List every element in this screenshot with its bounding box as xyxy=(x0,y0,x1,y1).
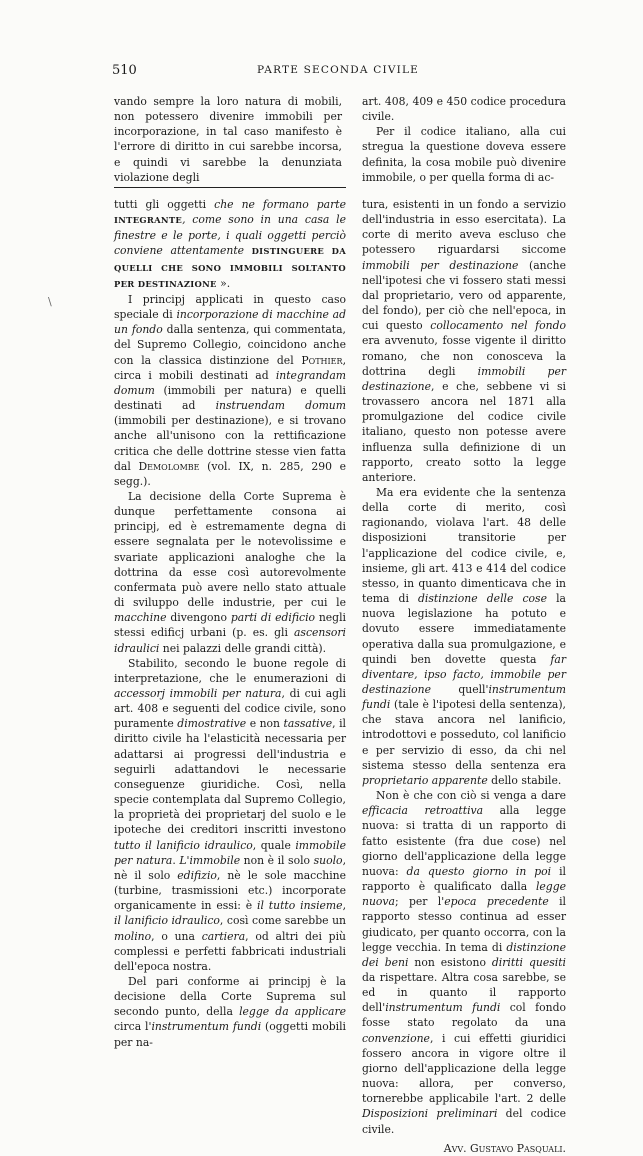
page-number: 510 xyxy=(112,63,137,78)
top-right-text-1: art. 408, 409 e 450 codice procedura civile. xyxy=(362,95,566,124)
right-paragraph-2: Ma era evidente che la sentenza della corte di merito, così ragionando, violava l'art. 48 delle disposizioni transitorie per l'applicazione del codice civile, e, insieme, gli art. 413 e 414 del codice stesso, in quanto dimenticava che in tema di distinzione delle cose la nuova legislazione ha potuto e dovuto essere immediatamente operativa dalla sua promulgazione, e quindi ben dovette questa far diventare, ipso facto, immobile per destinazione quell'instrumentum fundi (tale è l'ipotesi della sentenza), che stava ancora nel lanificio, introdottovi e posseduto, col lanificio e per servizio di esso, da chi nel sistema stesso della sentenza era proprietario apparente dello stabile. xyxy=(362,485,566,787)
top-left-text: vando sempre la loro natura di mobili, non potessero divenire immobili per incorporazione, in tal caso manifesto è l'errore di diritto in cui sarebbe incorsa, e quindi vi sarebbe la denunziata violazione degli xyxy=(114,95,342,184)
author-signature: Avv. Gustavo Pasquali. xyxy=(443,1141,566,1155)
page-header xyxy=(112,63,564,81)
left-paragraph-5: Del pari conforme ai principj è la decisione della Corte Suprema sul secondo punto, della legge da applicare circa l'instrumentum fundi (oggetti mobili per na- xyxy=(114,974,347,1049)
left-column xyxy=(114,197,346,1050)
running-title: PARTE SECONDA CIVILE xyxy=(257,64,419,76)
left-paragraph-4: Stabilito, secondo le buone regole di interpretazione, che le enumerazioni di accessorj immobili per natura, di cui agli art. 408 e seguenti del codice civile, sono puramente dimostrative e non tassative, il diritto civile ha l'elasticità necessaria per adattarsi ai progressi dell'industria e seguirli adattandovi le necessarie conseguenze giuridiche. Così, nella specie contemplata dal Supremo Collegio, la proprietà dei proprietarj del suolo e le ipoteche dei creditori inscritti investono tutto il lanificio idraulico, quale immobile per natura. L'immobile non è il solo suolo, nè il solo edifizio, nè le sole macchine (turbine, trasmissioni etc.) incorporate organicamente in essi: è il tutto insieme, il lanificio idraulico, così come sarebbe un molino, o una cartiera, od altri dei più complessi e perfetti fabbricati industriali dell'epoca nostra. xyxy=(114,656,346,973)
footnote-divider xyxy=(114,187,346,188)
left-paragraph-3: La decisione della Corte Suprema è dunque perfettamente consona ai principj, ed è estremamente degna di essere segnalata per le notevolissime e svariate applicazioni analoghe che la dottrina da esse così autorevolmente confermata può avere nello stato attuale di sviluppo delle industrie, per cui le macchine divengono parti di edificio negli stessi edificj urbani (p. es. gli ascensori idraulici nei palazzi delle grandi città). xyxy=(114,489,346,655)
top-right-column xyxy=(362,94,566,185)
top-left-column xyxy=(114,94,342,185)
right-paragraph-3: Non è che con ciò si venga a dare efficacia retroattiva alla legge nuova: si tratta di un rapporto di fatto esistente (fra due cose) nel giorno dell'applicazione della legge nuova: da questo giorno in poi il rapporto è qualificato dalla legge nuova; per l'epoca precedente il rapporto stesso continua ad esser giudicato, per quanto occorra, con la legge vecchia. In tema di distinzione dei beni non esistono diritti quesiti da rispettare. Altra cosa sarebbe, se ed in quanto il rapporto dell'instrumentum fundi col fondo fosse stato regolato da una convenzione, i cui effetti giuridici fossero ancora in vigore oltre il giorno dell'applicazione della legge nuova: allora, per converso, tornerebbe applicabile l'art. 2 delle Disposizioni preliminari del codice civile. xyxy=(362,789,567,1136)
right-column xyxy=(362,197,566,1156)
left-paragraph-2: I principj applicati in questo caso speciale di incorporazione di macchine ad un fondo dalla sentenza, qui commentata, del Supremo Collegio, coincidono anche con la classica distinzione del Pothier, circa i mobili destinati ad integrandam domum (immobili per natura) e quelli destinati ad instruendam domum (immobili per destinazione), e si trovano anche all'unisono con la rettificazione critica che delle dottrine stesse vien fatta dal Demolombe (vol. IX, n. 285, 290 e segg.). xyxy=(114,292,347,488)
margin-mark: \ xyxy=(48,295,52,308)
top-right-text-2: Per il codice italiano, alla cui stregua la questione doveva essere definita, la cosa mobile può divenire immobile, o per quella forma di ac- xyxy=(362,125,566,184)
right-paragraph-1: tura, esistenti in un fondo a servizio dell'industria in esso esercitata). La corte di merito aveva escluso che potessero riguardarsi siccome immobili per destinazione (anche nell'ipotesi che vi fossero stati messi dal proprietario, vero od apparente, del fondo), per ciò che nell'epoca, in cui questo collocamento nel fondo era avvenuto, fosse vigente il diritto romano, che non conosceva la dottrina degli immobili per destinazione, e che, sebbene vi si trovassero ancora nel 1871 alla promulgazione del codice civile italiano, questo non potesse avere influenza sulla definizione di un rapporto, creato sotto la legge anteriore. xyxy=(362,198,566,484)
left-paragraph-1: tutti gli oggetti che ne formano parte INTEGRANTE, come sono in una casa le finestre e le porte, i quali oggetti perciò conviene attentamente DISTINGUERE DA QUELLI CHE SONO IMMOBILI SOLTANTO PER DESTINAZIONE ». xyxy=(114,198,347,290)
